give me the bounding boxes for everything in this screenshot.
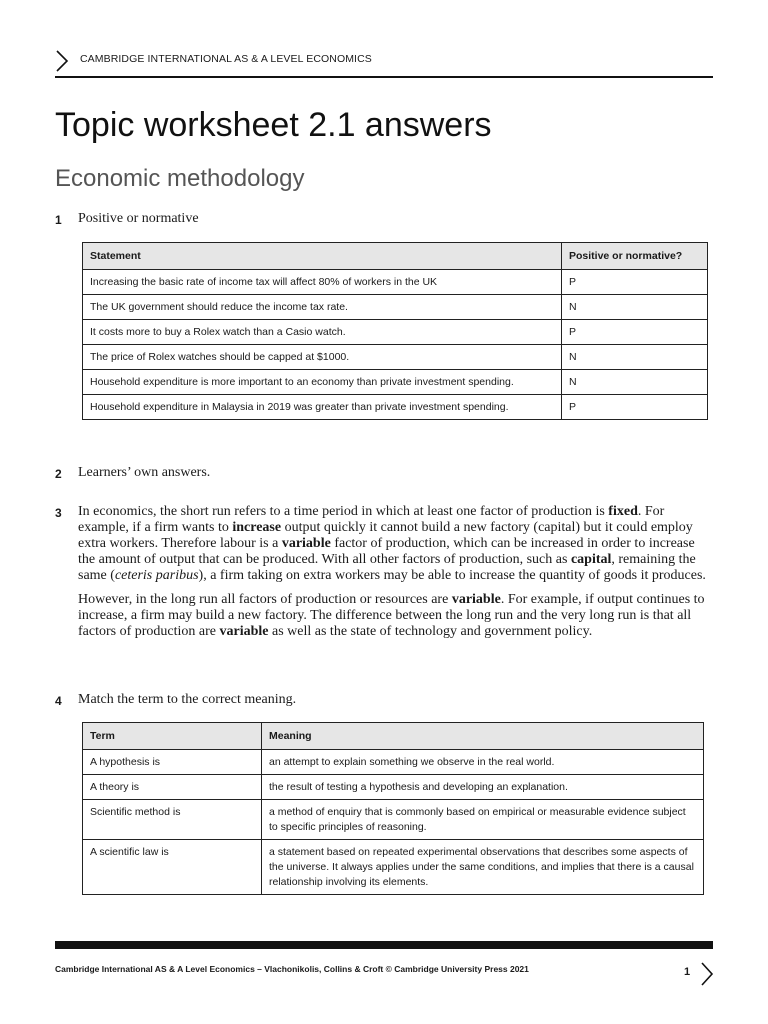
answer-cell: N <box>562 345 708 370</box>
statement-cell: The UK government should reduce the income tax rate. <box>83 295 562 320</box>
footer-rule <box>55 941 713 949</box>
answer-paragraph-2: However, in the long run all factors of production or resources are variable. For example, if output continues to increase, a firm may build a new factory. The difference between the long run and the very long run is that all factors of production are variable as well as the state of technology and government policy. <box>78 592 705 639</box>
question-number-4: 4 <box>55 694 62 708</box>
term-cell: A scientific law is <box>83 840 262 895</box>
table-row <box>83 800 704 840</box>
answer-cell: P <box>562 395 708 420</box>
question-number-3: 3 <box>55 506 62 520</box>
question-text-2: Learners’ own answers. <box>78 465 211 480</box>
statement-cell: It costs more to buy a Rolex watch than a Casio watch. <box>83 320 562 345</box>
meaning-cell: an attempt to explain something we observe in the real world. <box>262 750 704 775</box>
header-title: CAMBRIDGE INTERNATIONAL AS & A LEVEL ECONOMICS <box>80 53 372 65</box>
page-subtitle: Economic methodology <box>55 165 305 192</box>
answer-cell: P <box>562 270 708 295</box>
answer-paragraph-1: In economics, the short run refers to a time period in which at least one factor of production is fixed. For example, if a firm wants to increase output quickly it cannot build a new factory (capital) but it could employ extra workers. Therefore labour is a variable factor of production, which can be increased in order to increase the amount of output that can be produced. With all other factors of production, such as capital, remaining the same (ceteris paribus), a firm taking on extra workers may be able to increase the quantity of goods it produces. <box>78 504 706 583</box>
question-number-2: 2 <box>55 467 62 481</box>
column-header-answer: Positive or normative? <box>562 243 708 270</box>
column-header-meaning: Meaning <box>262 723 704 750</box>
table-row <box>83 345 708 370</box>
statement-cell: Household expenditure in Malaysia in 2019 was greater than private investment spending. <box>83 395 562 420</box>
meaning-cell: a method of enquiry that is commonly based on empirical or measurable evidence subject to specific principles of reasoning. <box>262 800 704 840</box>
term-cell: A hypothesis is <box>83 750 262 775</box>
meaning-cell: the result of testing a hypothesis and developing an explanation. <box>262 775 704 800</box>
table-header-row <box>83 723 704 750</box>
term-cell: Scientific method is <box>83 800 262 840</box>
question-number-1: 1 <box>55 213 62 227</box>
positive-normative-table <box>82 242 708 420</box>
chevron-right-icon <box>700 962 714 986</box>
table-row <box>83 295 708 320</box>
question-answer-3 <box>78 504 710 648</box>
term-meaning-table <box>82 722 704 895</box>
table-row <box>83 775 704 800</box>
answer-cell: N <box>562 295 708 320</box>
page-number: 1 <box>684 966 691 978</box>
column-header-term: Term <box>83 723 262 750</box>
statement-cell: Increasing the basic rate of income tax will affect 80% of workers in the UK <box>83 270 562 295</box>
table-row <box>83 750 704 775</box>
footer-copyright: Cambridge International AS & A Level Economics – Vlachonikolis, Collins & Croft © Cambridge University Press 2021 <box>55 964 529 974</box>
table-row <box>83 320 708 345</box>
statement-cell: Household expenditure is more important to an economy than private investment spending. <box>83 370 562 395</box>
table-row <box>83 270 708 295</box>
table-row <box>83 840 704 895</box>
question-text-4: Match the term to the correct meaning. <box>78 692 297 707</box>
answer-cell: P <box>562 320 708 345</box>
term-cell: A theory is <box>83 775 262 800</box>
page-header <box>55 48 713 78</box>
statement-cell: The price of Rolex watches should be capped at $1000. <box>83 345 562 370</box>
table-header-row <box>83 243 708 270</box>
question-text-1: Positive or normative <box>78 211 199 226</box>
table-row <box>83 370 708 395</box>
meaning-cell: a statement based on repeated experimental observations that describes some aspects of the universe. It always applies under the same conditions, and implies that there is a causal relationship involving its elements. <box>262 840 704 895</box>
table-row <box>83 395 708 420</box>
chevron-right-icon <box>55 50 69 72</box>
answer-cell: N <box>562 370 708 395</box>
page-title: Topic worksheet 2.1 answers <box>55 106 492 144</box>
column-header-statement: Statement <box>83 243 562 270</box>
